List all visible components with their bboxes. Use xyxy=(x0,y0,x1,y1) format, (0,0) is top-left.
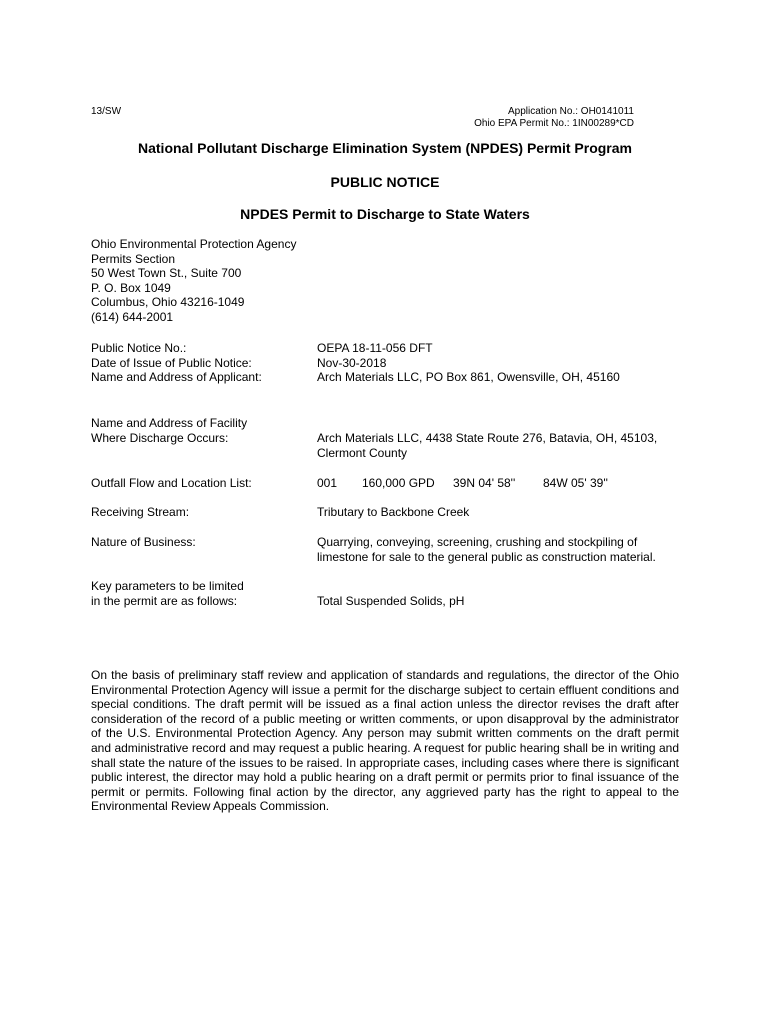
facility-value-line-2: Clermont County xyxy=(317,445,408,460)
outfall-flow: 160,000 GPD xyxy=(362,476,435,490)
header-numbers xyxy=(474,106,634,130)
notice-body-paragraph: On the basis of preliminary staff review and application of standards and regulations, the director of the Ohio Environmental Protection Agency will issue a permit for the discharge subject to certain effluent conditions and special conditions. The draft permit will be issued as a final action unless the director revises the draft after consideration of the record of a public meeting or written comments, or upon disapproval by the administrator of the U.S. Environmental Protection Agency. Any person may submit written comments on the draft permit and administrative record and may request a public hearing. A request for public hearing shall be in writing and shall state the nature of the issues to be raised. In appropriate cases, including cases where there is significant public interest, the director may hold a public hearing on a draft permit or permits prior to final issuance of the permit or permits. Following final action by the director, any aggrieved party has the right to appeal to the Environmental Review Appeals Commission. xyxy=(91,668,679,814)
agency-city: Columbus, Ohio 43216-1049 xyxy=(91,295,245,310)
program-title: National Pollutant Discharge Elimination System (NPDES) Permit Program xyxy=(138,140,632,156)
applicant-value: Arch Materials LLC, PO Box 861, Owensville, OH, 45160 xyxy=(317,370,620,385)
issue-date-label: Date of Issue of Public Notice: xyxy=(91,355,252,370)
facility-label-line-2: Where Discharge Occurs: xyxy=(91,430,229,445)
outfall-id: 001 xyxy=(317,476,338,490)
facility-label xyxy=(91,416,247,445)
outfall-row xyxy=(317,476,608,491)
business-label: Nature of Business: xyxy=(91,535,196,549)
agency-name: Ohio Environmental Protection Agency xyxy=(91,237,297,251)
permit-title: NPDES Permit to Discharge to State Waters xyxy=(240,206,530,222)
outfall-latitude: 39N 04' 58'' xyxy=(453,476,516,490)
outfall-longitude: 84W 05' 39'' xyxy=(543,476,608,490)
outfall-label: Outfall Flow and Location List: xyxy=(91,476,252,490)
business-value-line-1: Quarrying, conveying, screening, crushing and stockpiling of xyxy=(317,535,638,549)
agency-street: 50 West Town St., Suite 700 xyxy=(91,266,242,281)
notice-number-label: Public Notice No.: xyxy=(91,341,187,355)
agency-po-box: P. O. Box 1049 xyxy=(91,280,171,295)
permit-number: Ohio EPA Permit No.: 1IN00289*CD xyxy=(474,118,634,129)
facility-label-line-1: Name and Address of Facility xyxy=(91,416,248,430)
stream-label: Receiving Stream: xyxy=(91,505,190,519)
notice-info-values xyxy=(317,341,620,385)
stream-value: Tributary to Backbone Creek xyxy=(317,505,470,519)
notice-info-labels xyxy=(91,341,262,385)
issue-date-value: Nov-30-2018 xyxy=(317,355,387,370)
parameters-label xyxy=(91,579,244,608)
parameters-label-line-2: in the permit are as follows: xyxy=(91,593,238,608)
agency-section: Permits Section xyxy=(91,251,176,266)
agency-address-block xyxy=(91,237,296,325)
applicant-label: Name and Address of Applicant: xyxy=(91,370,262,385)
business-value xyxy=(317,535,656,564)
facility-value-line-1: Arch Materials LLC, 4438 State Route 276, Batavia, OH, 45103, xyxy=(317,431,658,445)
notice-number-value: OEPA 18-11-056 DFT xyxy=(317,341,433,355)
notice-title: PUBLIC NOTICE xyxy=(330,174,440,190)
facility-value xyxy=(317,431,657,460)
document-code: 13/SW xyxy=(91,106,122,117)
business-value-line-2: limestone for sale to the general public as construction material. xyxy=(317,549,656,564)
parameters-label-line-1: Key parameters to be limited xyxy=(91,579,244,593)
application-number: Application No.: OH0141011 xyxy=(507,106,634,117)
agency-phone: (614) 644-2001 xyxy=(91,309,174,324)
parameters-value: Total Suspended Solids, pH xyxy=(317,594,465,608)
